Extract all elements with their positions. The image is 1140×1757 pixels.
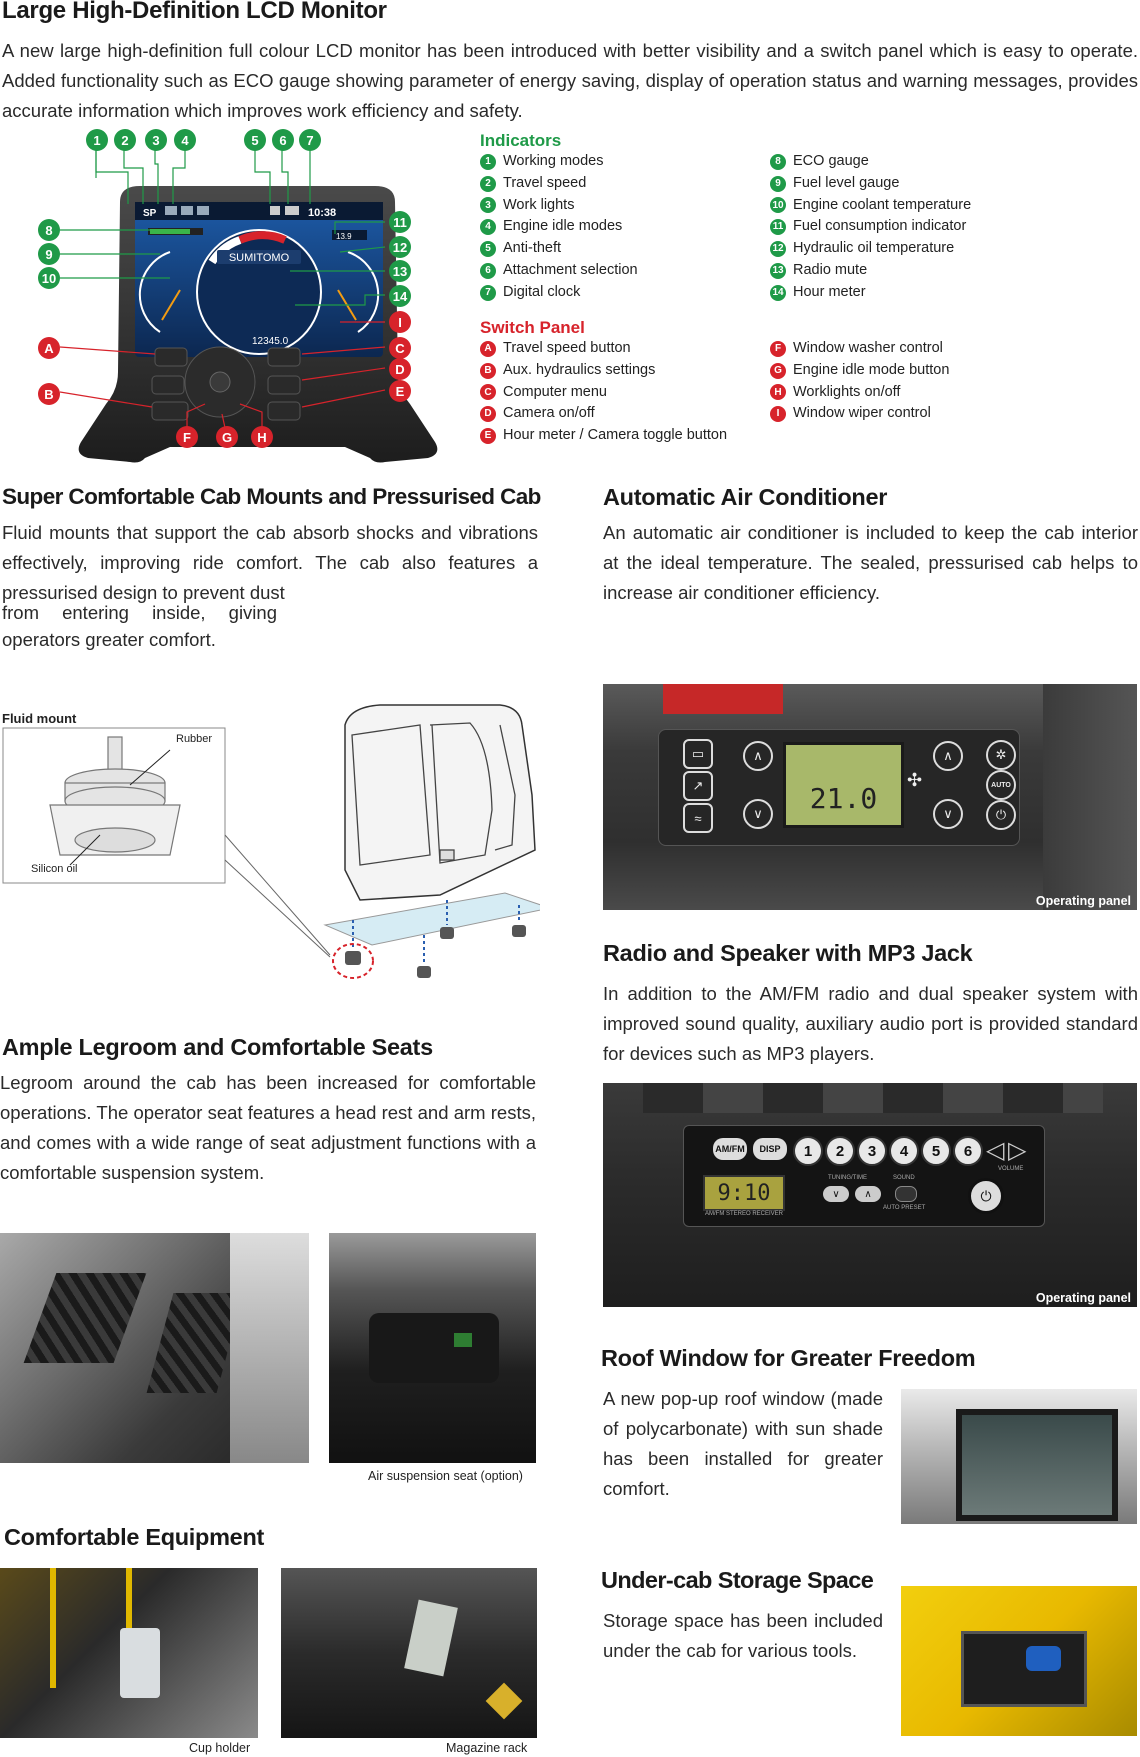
airflow-button[interactable]: ↗ [683, 771, 713, 801]
volume-down-icon[interactable]: ◁ [986, 1137, 1005, 1164]
mag-caption: Magazine rack [446, 1741, 528, 1755]
radio-body: In addition to the AM/FM radio and dual speaker system with improved sound quality, auxiliary audio port is provided standard for devices such as MP3 players. [603, 983, 1138, 1064]
seat-controls [369, 1313, 499, 1383]
rubber-label: Rubber [176, 733, 213, 745]
tune-down-button[interactable]: ∨ [823, 1186, 849, 1202]
legroom-title: Ample Legroom and Comfortable Seats [2, 1034, 433, 1060]
equipment-title: Comfortable Equipment [4, 1524, 265, 1550]
callout-12: 12 [389, 236, 411, 258]
cup-holder-photo [0, 1568, 258, 1738]
radio-clock-readout: 9:10 [717, 1180, 771, 1206]
callout-1: 1 [86, 129, 108, 151]
pedal [147, 1293, 244, 1393]
preset-6-button[interactable]: 6 [953, 1136, 983, 1166]
indicator-item: 5 Anti-theft [480, 238, 750, 260]
screen-hours: 12345.0 [252, 336, 289, 347]
callout-14: 14 [389, 285, 411, 307]
disp-button[interactable]: DISP [753, 1138, 787, 1160]
indicator-item: 9 Fuel level gauge [770, 173, 1050, 195]
legroom-photo [0, 1233, 309, 1463]
screen-clock: 10:38 [308, 207, 337, 219]
defrost-button[interactable]: ≈ [683, 803, 713, 833]
callout-C: C [389, 337, 411, 359]
roof-body: A new pop-up roof window (made of polycarbonate) with sun shade has been installed for greater comfort. [603, 1388, 883, 1499]
tune-up-button[interactable]: ∧ [855, 1186, 881, 1202]
top-slots [643, 1083, 1103, 1113]
sound-button[interactable] [895, 1186, 917, 1202]
radio-display [703, 1175, 785, 1211]
seat-photo [329, 1233, 536, 1463]
fan-icon: ✣ [907, 770, 923, 790]
callout-8: 8 [38, 219, 60, 241]
indicator-item: 13 Radio mute [770, 260, 1050, 282]
temp-down-button[interactable]: ∨ [743, 799, 773, 829]
cab-body-3: operators greater comfort. [2, 629, 216, 650]
cup-caption: Cup holder [189, 1741, 251, 1755]
callout-I: I [389, 311, 411, 333]
roof-window [956, 1409, 1118, 1521]
screen-temp: 13.9 [336, 232, 352, 241]
magazine [404, 1600, 458, 1677]
callout-10: 10 [38, 267, 60, 289]
indicator-item: 6 Attachment selection [480, 260, 750, 282]
indicators-list-left [480, 151, 750, 304]
indicator-item: 1 Working modes [480, 151, 750, 173]
pedal [24, 1273, 147, 1363]
aircon-photo [603, 684, 1137, 910]
legroom-body: Legroom around the cab has been increased for comfortable operations. The operator seat features a head rest and arm rests, and comes with a wide range of seat adjustment functions with a comfortable suspension system. [0, 1072, 536, 1183]
callout-4: 4 [174, 129, 196, 151]
blue-container [1026, 1646, 1061, 1671]
aircon-display [783, 742, 904, 828]
indicator-item: 4 Engine idle modes [480, 216, 750, 238]
preset-4-button[interactable]: 4 [889, 1136, 919, 1166]
power-button[interactable]: ⏻ [986, 800, 1016, 830]
cab-body-2: from entering inside, giving [2, 602, 277, 623]
switch-panel-title: Switch Panel [480, 318, 585, 337]
lcd-body: A new large high-definition full colour LCD monitor has been introduced with better visibility and a switch panel which is easy to operate. Added functionality such as ECO gauge showing parameter of energy saving, display of operation status and warning messages, provides accurate information which improves work efficiency and safety. [2, 40, 1138, 121]
cab-mount-illustration [0, 695, 540, 995]
radio-title: Radio and Speaker with MP3 Jack [603, 940, 973, 966]
switch-item: E Hour meter / Camera toggle button [480, 425, 760, 447]
roof-title: Roof Window for Greater Freedom [601, 1345, 976, 1371]
temp-up-button[interactable]: ∧ [743, 741, 773, 771]
warning-label [486, 1683, 523, 1720]
silicon-oil-label: Silicon oil [31, 863, 78, 875]
roof-photo [901, 1389, 1137, 1524]
seat [230, 1233, 309, 1463]
preset-2-button[interactable]: 2 [825, 1136, 855, 1166]
switch-item: I Window wiper control [770, 403, 1050, 425]
cab-title: Super Comfortable Cab Mounts and Pressurised Cab [2, 484, 541, 509]
fluid-mount-label: Fluid mount [2, 711, 77, 726]
callout-H: H [251, 426, 273, 448]
mode-button[interactable]: ▭ [683, 739, 713, 769]
sound-label: SOUND [893, 1175, 915, 1181]
callout-B: B [38, 383, 60, 405]
indicators-list-right [770, 151, 1050, 304]
magazine-rack-photo [281, 1568, 537, 1738]
screen-brand: SUMITOMO [228, 252, 290, 264]
storage-photo [901, 1586, 1137, 1736]
seat-caption: Air suspension seat (option) [368, 1469, 523, 1483]
callout-9: 9 [38, 243, 60, 265]
radio-photo [603, 1083, 1137, 1307]
indicator-item: 2 Travel speed [480, 173, 750, 195]
switch-item: G Engine idle mode button [770, 360, 1050, 382]
switch-item: C Computer menu [480, 382, 760, 404]
callout-E: E [389, 380, 411, 402]
amfm-button[interactable]: AM/FM [713, 1138, 747, 1160]
red-panel [663, 684, 783, 714]
aircon-body: An automatic air conditioner is included to keep the cab interior at the ideal temperature. The sealed, pressurised cab helps to increase air conditioner efficiency. [603, 522, 1138, 603]
radio-power-button[interactable]: ⏻ [968, 1178, 1004, 1214]
indicator-item: 10 Engine coolant temperature [770, 195, 1050, 217]
switch-item: F Window washer control [770, 338, 1050, 360]
storage-title: Under-cab Storage Space [601, 1567, 874, 1593]
storage-box [961, 1631, 1087, 1707]
receiver-label: AM/FM STEREO RECEIVER [705, 1211, 784, 1217]
indicator-item: 8 ECO gauge [770, 151, 1050, 173]
indicator-item: 12 Hydraulic oil temperature [770, 238, 1050, 260]
auto-preset-label: AUTO PRESET [883, 1205, 926, 1211]
switch-list-right [770, 338, 1050, 425]
aircon-temp-readout: 21.0 [809, 782, 878, 815]
indicators-title: Indicators [480, 131, 562, 150]
volume-label: VOLUME [998, 1166, 1024, 1172]
callout-2: 2 [114, 129, 136, 151]
auto-button[interactable]: AUTO [986, 770, 1016, 800]
fan-up-button[interactable]: ∧ [933, 741, 963, 771]
tuning-label: TUNING/TIME [828, 1175, 867, 1181]
callout-7: 7 [299, 129, 321, 151]
aircon-title: Automatic Air Conditioner [603, 484, 888, 510]
cab-body: Fluid mounts that support the cab absorb shocks and vibrations effectively, improving ride comfort. The cab also features a pressurised design to prevent dust [2, 522, 538, 603]
switch-item: H Worklights on/off [770, 382, 1050, 404]
callout-6: 6 [272, 129, 294, 151]
volume-up-icon[interactable]: ▷ [1008, 1137, 1027, 1164]
green-switch [454, 1333, 472, 1347]
aircon-caption: Operating panel [1035, 894, 1131, 908]
lcd-title: Large High-Definition LCD Monitor [2, 0, 387, 24]
callout-11: 11 [389, 211, 411, 233]
cup [120, 1628, 160, 1698]
switch-list-left [480, 338, 760, 447]
switch-item: D Camera on/off [480, 403, 760, 425]
switch-item: A Travel speed button [480, 338, 760, 360]
storage-body: Storage space has been included under the cab for various tools. [603, 1610, 883, 1661]
callout-3: 3 [145, 129, 167, 151]
callout-F: F [176, 426, 198, 448]
aircon-side [1043, 684, 1137, 910]
gear-button[interactable]: ✲ [986, 740, 1016, 770]
callout-D: D [389, 358, 411, 380]
preset-5-button[interactable]: 5 [921, 1136, 951, 1166]
callout-13: 13 [389, 260, 411, 282]
fan-down-button[interactable]: ∨ [933, 799, 963, 829]
indicator-item: 14 Hour meter [770, 282, 1050, 304]
callout-A: A [38, 337, 60, 359]
screen-sp: SP [143, 208, 157, 219]
indicator-item: 11 Fuel consumption indicator [770, 216, 1050, 238]
preset-1-button[interactable]: 1 [793, 1136, 823, 1166]
callout-G: G [216, 426, 238, 448]
radio-caption: Operating panel [1035, 1291, 1131, 1305]
switch-item: B Aux. hydraulics settings [480, 360, 760, 382]
preset-3-button[interactable]: 3 [857, 1136, 887, 1166]
indicator-item: 3 Work lights [480, 195, 750, 217]
callout-5: 5 [244, 129, 266, 151]
indicator-item: 7 Digital clock [480, 282, 750, 304]
